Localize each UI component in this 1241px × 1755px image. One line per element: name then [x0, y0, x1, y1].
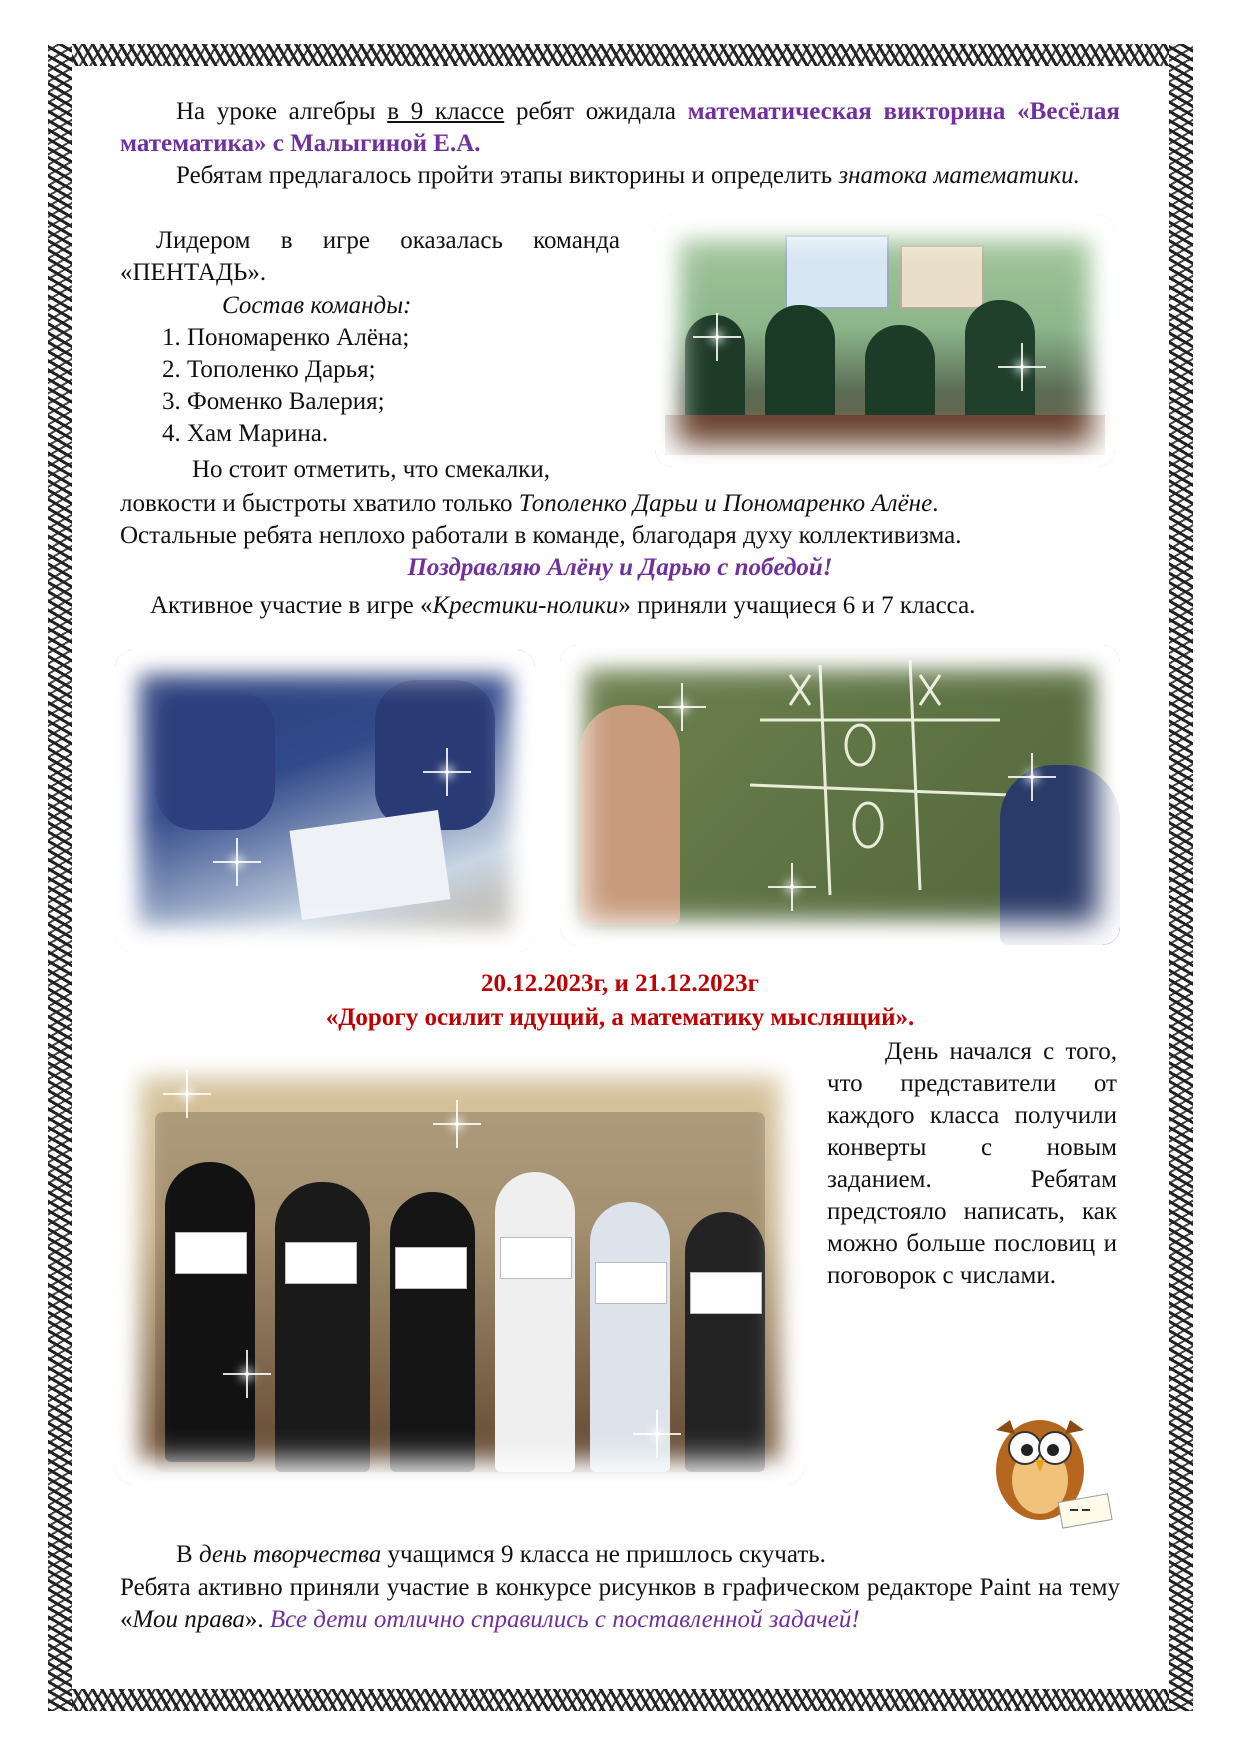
class-link: в 9 классе [387, 98, 505, 125]
team-member: 2. Тополенко Дарья; [162, 356, 376, 383]
game-name: Крестики-нолики [432, 592, 619, 619]
border-right [1169, 44, 1193, 1711]
quiz-text: Ребятам предлагалось пройти этапы викторины и определить [176, 162, 839, 189]
border-top [48, 44, 1193, 66]
photo-vignette [560, 645, 1120, 945]
group-photo [115, 1052, 805, 1484]
success-text: Все дети отлично справились с поставленной задачей! [269, 1606, 860, 1633]
border-left [48, 44, 72, 1711]
team-photo [655, 215, 1115, 467]
photo-vignette [115, 650, 535, 952]
quiz-paragraph [120, 160, 1120, 192]
team-spirit-text: Остальные ребята неплохо работали в команде, благодаря духу коллективизма. [120, 522, 962, 549]
tictactoe-text [150, 590, 1130, 622]
note-names: Тополенко Дарьи и Пономаренко Алёне [518, 490, 933, 517]
intro-text: На уроке алгебры [176, 98, 388, 125]
creativity-day: день творчества [198, 1541, 382, 1568]
note-line-2 [120, 488, 1120, 520]
students-drawing-photo [115, 650, 535, 952]
leader-paragraph: Лидером в игре оказалась команда «ПЕНТАДЬ». [120, 227, 620, 286]
note-text: ловкости и быстроты хватило только [120, 490, 519, 517]
team-member: 4. Хам Марина. [162, 420, 329, 447]
quiz-title: математическая викторина «Весёлая математика» с Малыгиной Е.А. [120, 98, 1120, 157]
paint-text-b: ». [244, 1606, 270, 1633]
team-member: 1. Пономаренко Алёна; [162, 324, 410, 351]
blackboard-photo [560, 645, 1120, 945]
side-paragraph: День начался с того, что представители от каждого класса получили конверты с новым заданием. Ребятам предстояло написать, как можно больше пословиц и поговорок с числами. [827, 1038, 1117, 1289]
event-dates: 20.12.2023г, и 21.12.2023г [480, 970, 760, 997]
team-heading: Состав команды: [222, 292, 412, 319]
paint-contest-paragraph [120, 1572, 1120, 1636]
owl-mascot-icon [965, 1400, 1115, 1530]
note-dot: . [932, 490, 939, 517]
creativity-line [176, 1539, 1116, 1571]
photo-vignette [115, 1052, 805, 1484]
tictactoe-text-a: Активное участие в игре « [150, 592, 433, 619]
event-motto: «Дорогу осилит идущий, а математику мыслящий». [325, 1004, 915, 1031]
creativity-text-b: учащимся 9 класса не пришлось скучать. [381, 1541, 826, 1568]
congrats-text: Поздравляю Алёну и Дарью с победой! [407, 554, 833, 581]
paint-theme: Мои права [132, 1606, 245, 1633]
intro-text-2: ребят ожидала [504, 98, 688, 125]
team-member: 3. Фоменко Валерия; [162, 388, 385, 415]
tictactoe-text-b: » приняли учащиеся 6 и 7 класса. [618, 592, 976, 619]
photo-vignette [655, 215, 1115, 467]
paint-text-a: Ребята активно приняли участие в конкурсе рисунков в графическом редакторе Paint на тему « [120, 1574, 1120, 1633]
creativity-text-a: В [176, 1541, 199, 1568]
intro-paragraph [120, 96, 1120, 160]
note-line-1: Но стоит отметить, что смекалки, [192, 456, 550, 483]
quiz-text-italic: знатока математики. [838, 162, 1080, 189]
team-list [162, 322, 582, 450]
border-bottom [48, 1689, 1193, 1711]
